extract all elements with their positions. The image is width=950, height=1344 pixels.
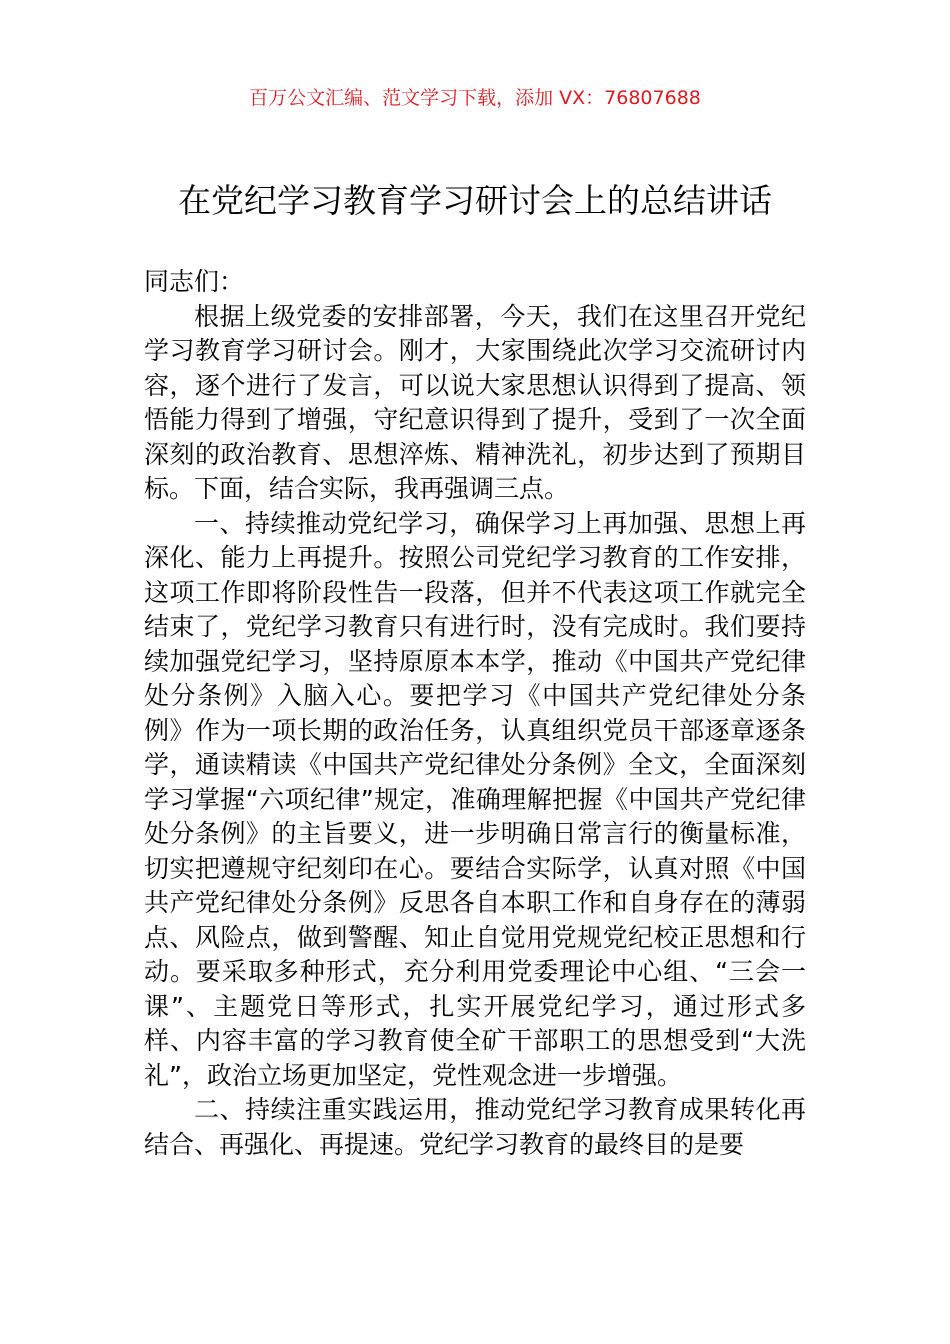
paragraph-point-two: 二、持续注重实践运用，推动党纪学习教育成果转化再结合、再强化、再提速。党纪学习教育的最终目的是要 (144, 1095, 806, 1159)
paragraph-point-one: 一、持续推动党纪学习，确保学习上再加强、思想上再深化、能力上再提升。按照公司党纪学习教育的工作安排，这项工作即将阶段性告一段落，但并不代表这项工作就完全结束了，党纪学习教育只有进行时，没有完成时。我们要持续加强党纪学习，坚持原原本本学，推动《中国共产党纪律处分条例》入脑入心。要把学习《中国共产党纪律处分条例》作为一项长期的政治任务，认真组织党员干部逐章逐条学，通读精读《中国共产党纪律处分条例》全文，全面深刻学习掌握“六项纪律”规定，准确理解把握《中国共产党纪律处分条例》的主旨要义，进一步明确日常言行的衡量标准，切实把遵规守纪刻印在心。要结合实际学，认真对照《中国共产党纪律处分条例》反思各自本职工作和自身存在的薄弱点、风险点，做到警醒、知止自觉用党规党纪校正思想和行动。要采取多种形式，充分利用党委理论中心组、“三会一课”、主题党日等形式，扎实开展党纪学习，通过形式多样、内容丰富的学习教育使全矿干部职工的思想受到“大洗礼”，政治立场更加坚定，党性观念进一步增强。 (144, 508, 806, 1090)
document-title: 在党纪学习教育学习研讨会上的总结讲话 (178, 181, 772, 220)
header-watermark-note: 百万公文汇编、范文学习下载，添加 VX：76807688 (249, 87, 701, 109)
document-body (144, 265, 806, 1162)
paragraph-intro: 根据上级党委的安排部署，今天，我们在这里召开党纪学习教育学习研讨会。刚才，大家围绕此次学习交流研讨内容，逐个进行了发言，可以说大家思想认识得到了提高、领悟能力得到了增强，守纪意识得到了提升，受到了一次全面深刻的政治教育、思想淬炼、精神洗礼，初步达到了预期目标。下面，结合实际，我再强调三点。 (144, 301, 806, 503)
salutation: 同志们： (144, 267, 245, 296)
